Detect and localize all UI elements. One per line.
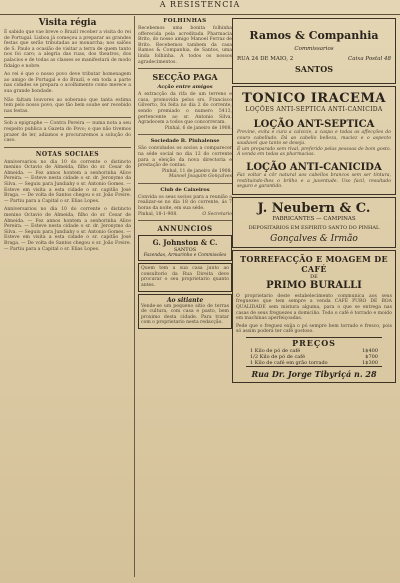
locao2-title: LOÇÃO ANTI-CANICIDA [246,161,382,173]
sociedade-body: São convidados os socios a comparecer na séde social no dia 12 do corrente para a eleição da nova directoria e prestação de contas. [138,146,232,169]
masthead-title: A RESISTENCIA [159,0,241,9]
goncalves-name: Gonçalves & Irmão [270,233,358,244]
price-value: 1$400 [362,347,378,354]
johnston-name: G. Johnston & C. [152,238,218,248]
precos-title: PREÇOS [292,337,336,348]
ramos-ad [232,18,396,84]
divider [4,147,131,148]
club-signature-row [138,212,232,218]
neubern-depositarios: DEPOSITARIOS EM ESPIRITO SANTO DO PINHAL [248,224,380,231]
locao1-title: LOÇÃO ANT-SEPTICA [253,119,375,130]
divider [138,134,232,135]
sociedade-title: Sociedade B. Pinhalense [150,138,220,145]
price-row [246,360,382,366]
sitiante-ad [138,294,232,329]
social-body: Anniversariou no dia 10 do corrente o distincto menino Octavio de Almeida, filho do sr. Cesar de Almeida. — Fez annos hontem a senhorinha Alice Pereira. — Esteve nesta cidade o sr. dr. Jeronymo da Silva. — Seguiu para Jundiahy o sr. Antonio Gomes. — Esteve em visita a esta cidade o sr. capitão José Braga. — De volta de Santos chegou o sr. João Freire. — Partiu para a Capital o sr. Elias Lopes. [4,159,131,204]
social-title: NOTAS SOCIAES [35,150,100,158]
johnston-city: SANTOS [173,247,197,254]
visita-body-3: Não faltam louvores ao soberano que tanta estima tem pelo nosso povo, que tão bem soube ser recebido nas festas. [4,97,131,114]
primo-title: PRIMO BURALLI [266,279,362,291]
tonico-title: TONICO IRACEMA [242,91,386,106]
precos-box [246,337,382,367]
masthead [0,0,400,15]
club-date: Pinhal, 18-1-908. [138,211,178,217]
ramos-address: RUA 24 DE MAIO, 2 [237,55,294,62]
tonico-subtitle: LOÇÕES ANTI-SEPTICA ANTI-CANICIDA [245,106,383,113]
johnston-text: Fazendas, Armarinho e Commissões [143,253,227,259]
club-body: Convida os seus socios para a reunião a realizar-se no dia 18 do corrente, ás 7 horas da noite, em sua séde. [138,194,232,212]
sociedade-date: Pinhal, 11 de janeiro de 1908. [161,168,232,174]
locao2-body: Faz voltar a côr natural aos cabellos brancos sem ser tintura, restituindo-lhes o brilho e a juventude. Uso facil, resultado seguro e garantido. [237,172,391,190]
neubern-ad [232,197,396,248]
folhinhas-title: FOLHINHAS [163,18,207,24]
club-signature: O Secretario [202,211,232,217]
price-item: 1/2 Kilo de pó de café [250,353,306,360]
paga-subtitle: Acção entre amigos [157,84,213,91]
paga-body: A extracção da rifa de um terreno e casa, promovida pelos srs. Francisco Gilverto, foi feita no dia 2 do corrente, sendo premiado o numero 5413, pertencente ao sr. Antonio Silva. Agradecem a todos que concorreram. [138,92,232,126]
paga-signature: Pinhal, 6 de janeiro de 1908. [164,125,232,131]
divider [138,220,232,221]
sitiante-body: Vende-se um pequeno sitio de terras de cultura, com casa e pasto, bem proximo desta cidade. Para tratar com o proprietario nesta redacção. [141,303,229,326]
visita-body-1: É sabido que vae breve o Brazil receber a visita do rei de Portugal. Lisboa já começou a preparar as grandes festas que serão tributadas ao monarcha; nos salões de S. Paulo a ocasião de visitar a terra de quem tanto nos foi caro; a alegria das ruas, dos theatros, dos palacios e de todas as classes se manifestará de modo fidalgo e nobre. [4,30,131,69]
price-value: $700 [365,353,378,360]
ramos-name: Ramos & Companhia [249,28,379,42]
paga-title: SECÇÃO PAGA [152,72,218,83]
neubern-subtitle: FABRICANTES — CAMPINAS [272,215,356,222]
neubern-name: J. Neubern & C. [257,200,371,216]
ramos-box: Caixa Postal 48 [348,55,391,62]
divider [138,68,232,69]
sitiante-title: Ao sitiante [166,296,204,304]
column-right [232,16,396,577]
primo-body-2: Pede que o freguez exija o pó sempre bem torrado e fresco, pois só assim poderá ter café gostoso. [236,323,392,335]
note-paragraph: Sob a epigraphe — Contra Pereira — numa nota a seu respeito publica a Gazeta do Povo; o que não tivemos prazer de ler, adiamos e procuraremos a solução do caso. [4,121,131,144]
anuncios-title: ANNUNCIOS [157,224,213,234]
ramos-city: SANTOS [295,63,333,74]
locao1-note: É um preparado sem rival, preferido pelas pessoas de bom gosto. Á venda em todas as pharmacias. [237,146,391,158]
tonico-ad [232,86,396,195]
johnston-ad [138,235,232,261]
folhinhas-body: Recebemos uma bonita folhinha offerecida pela acreditada Pharmacia Brito, do nosso amigo Manoel Ferraz de Brito. Recebemos tambem da casa Ramos & Companhia, de Santos, uma linda folhinha. A todos os nossos agradecimentos. [138,26,232,65]
de-label: DE [310,273,318,280]
buralli-ad [232,250,396,383]
price-value: 1$300 [362,359,378,366]
notice-text: Quem tem a sua casa junto ao consultorio da Rua Direita deve procurar o seu proprietario quanto antes. [141,266,229,289]
column-middle [134,16,232,577]
visita-body-2: Ao rei é que o nosso povo deve tributar homenagem ao amigo de Portugal e do Brazil, e em toda a parte nas cidades se prepara o acolhimento como merece a sua grande bondade. [4,72,131,94]
primo-body: O proprietario deste estabelecimento communica aos seus freguezes que tem sempre a venda CAFÉ PURO DE BOA QUALIDADE sem mistura alguma, para o que se entrega nas casas de seus freguezes a domicilio. Todo o café é torrado e moido em machinas aperfeiçoadas. [236,293,392,322]
social-body-cont: Anniversariou no dia 10 do corrente o distincto menino Octavio de Almeida, filho do sr. Cesar de Almeida. — Fez annos hontem a senhorinha Alice Pereira. — Esteve nesta cidade o sr. dr. Jeronymo da Silva. — Seguiu para Jundiahy o sr. Antonio Gomes. — Esteve em visita a esta cidade o sr. capitão José Braga. — De volta de Santos chegou o sr. João Freire. — Partiu para a Capital o sr. Elias Lopes. [4,207,131,252]
sociedade-signature: Manoel Joaquim Gonçalves [168,174,232,180]
ramos-address-row [233,56,395,62]
divider [138,183,232,184]
divider [4,117,131,118]
notice-ad [138,263,232,291]
torrefacao-title: TORREFACÇÃO E MOAGEM DE CAFÉ [240,253,388,274]
ramos-subtitle: Commissarios [294,45,334,52]
buralli-address: Rua Dr. Jorge Tibyriçá n. 28 [251,368,377,379]
price-item: 1 Kilo de pó de café [250,347,301,354]
column-left [4,16,131,577]
locao1-body: Previne, evita e cura a calvicie, a caspa e todas as affecções do couro cabelludo. Dá ao cabello belleza, maciez e o aspecto saudavel que tanto se deseja. [237,130,391,147]
visita-title: Visita régia [38,18,97,28]
price-item: 1 Kilo de café em grão torrado [250,359,328,366]
club-title: Club de Caixeiros [160,186,210,193]
